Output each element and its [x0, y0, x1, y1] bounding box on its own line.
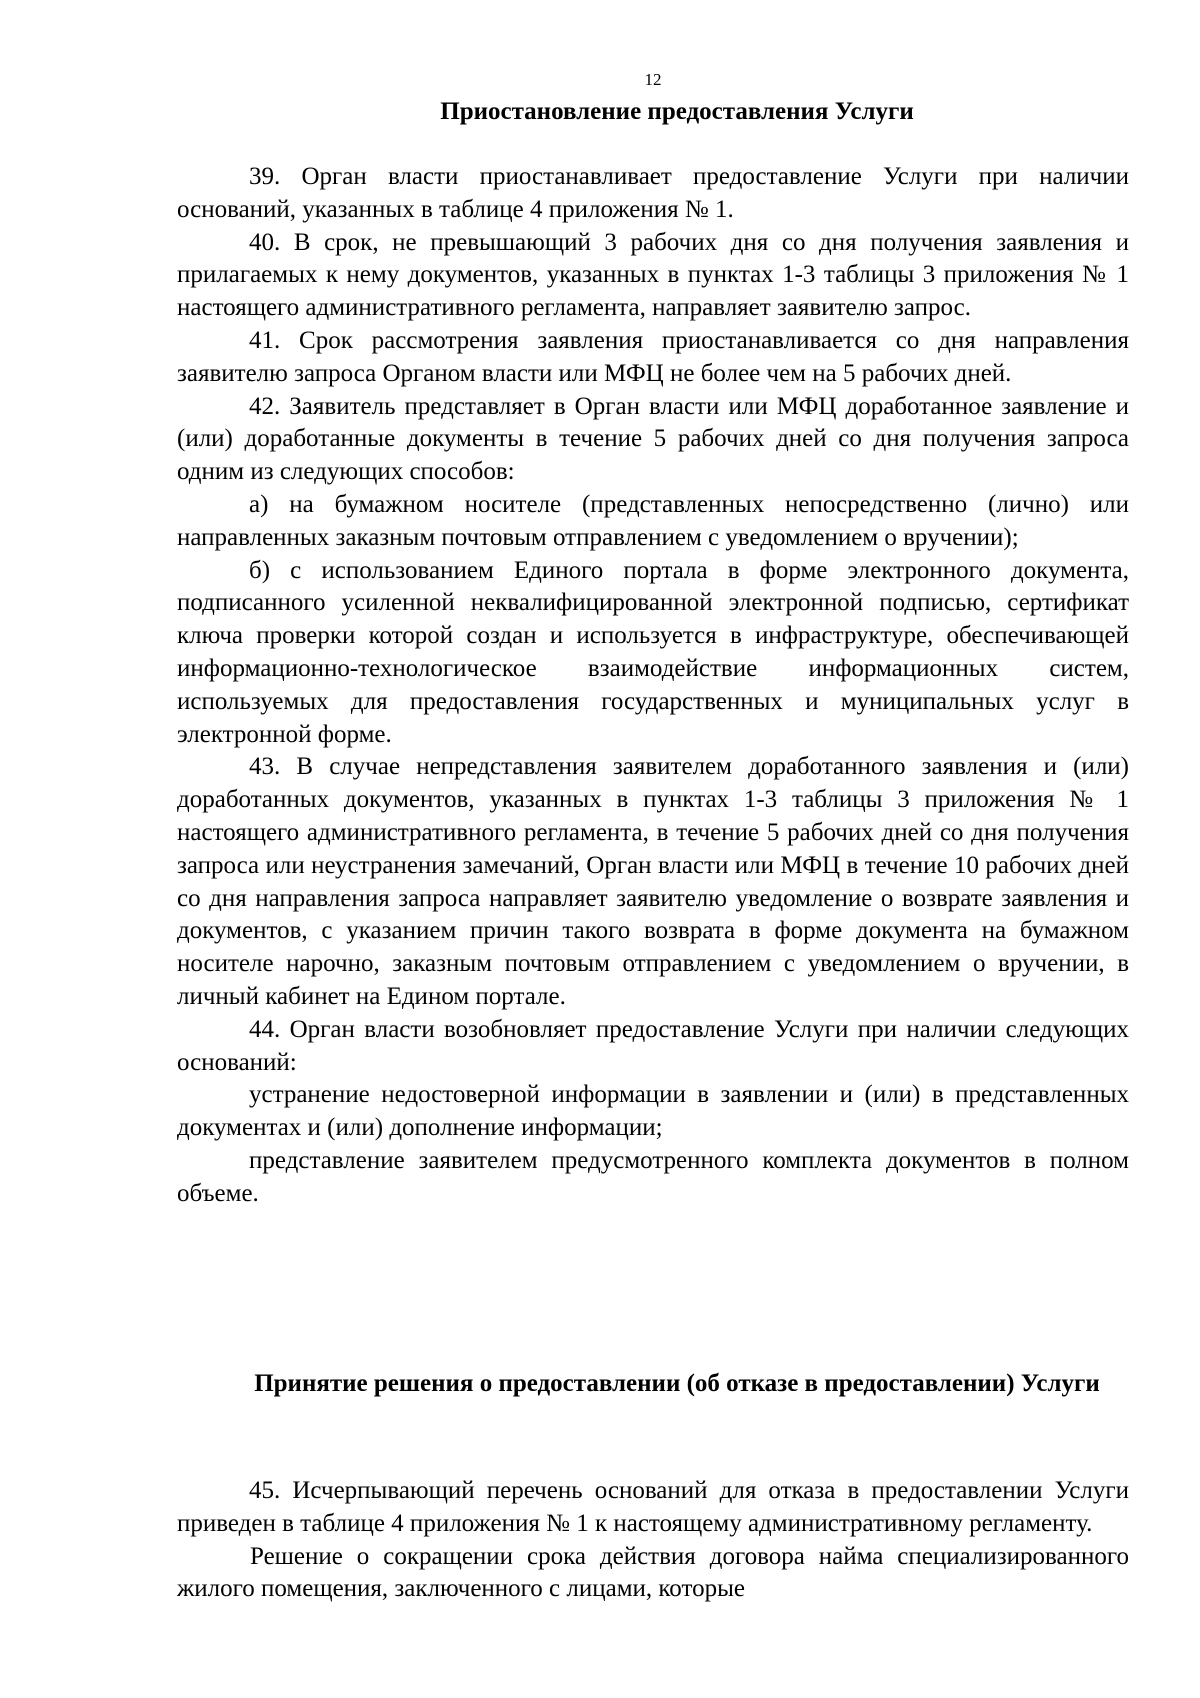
- paragraph-40: 40. В срок, не превышающий 3 рабочих дня со дня получения заявления и прилагаемых к нему документов, указанных в пунктах 1-3 таблицы 3 приложения № 1 настоящего административного регламента, направляет заявителю запрос.: [177, 228, 1129, 322]
- section-heading-suspension: Приостановление предоставления Услуги: [440, 98, 914, 125]
- page-number: 12: [644, 70, 662, 89]
- section-body-suspension: [177, 161, 1129, 1211]
- paragraph-44: 44. Орган власти возобновляет предоставление Услуги при наличии следующих оснований:: [177, 1015, 1129, 1076]
- paragraph-44-ground-1: устранение недостоверной информации в заявлении и (или) в представленных документах и (или) дополнение информации;: [177, 1081, 1129, 1142]
- paragraph-44-ground-2: представление заявителем предусмотренного комплекта документов в полном объеме.: [177, 1146, 1129, 1207]
- section-heading-decision: Принятие решения о предоставлении (об отказе в предоставлении) Услуги: [254, 1370, 1100, 1397]
- paragraph-42-b: б) с использованием Единого портала в форме электронного документа, подписанного усиленной неквалифицированной электронной подписью, сертификат ключа проверки которой создан и используется в инфраструктуре, обеспечивающей информационно-технологическое взаимодействие информационных систем, используемых для предоставления государственных и муниципальных услуг в электронной форме.: [177, 556, 1129, 748]
- paragraph-45: 45. Исчерпывающий перечень оснований для отказа в предоставлении Услуги приведен в таблице 4 приложения № 1 к настоящему административному регламенту.: [177, 1477, 1129, 1537]
- paragraph-39: 39. Орган власти приостанавливает предоставление Услуги при наличии оснований, указанных в таблице 4 приложения № 1.: [177, 163, 1129, 223]
- paragraph-42-a: а) на бумажном носителе (представленных непосредственно (лично) или направленных заказным почтовым отправлением с уведомлением о вручении);: [177, 490, 1129, 551]
- section-body-decision: [177, 1475, 1129, 1606]
- paragraph-decision-term: Решение о сокращении срока действия договора найма специализированного жилого помещения, заключенного с лицами, которые: [177, 1542, 1129, 1603]
- paragraph-41: 41. Срок рассмотрения заявления приостанавливается со дня направления заявителю запроса Органом власти или МФЦ не более чем на 5 рабочих дней.: [177, 326, 1129, 387]
- paragraph-42: 42. Заявитель представляет в Орган власти или МФЦ доработанное заявление и (или) доработанные документы в течение 5 рабочих дней со дня получения запроса одним из следующих способов:: [177, 392, 1129, 486]
- paragraph-43: 43. В случае непредставления заявителем доработанного заявления и (или) доработанных документов, указанных в пунктах 1-3 таблицы 3 приложения № 1 настоящего административного регламента, в течение 5 рабочих дней со дня получения запроса или неустранения замечаний, Орган власти или МФЦ в течение 10 рабочих дней со дня направления запроса направляет заявителю уведомление о возврате заявления и документов, с указанием причин такого возврата в форме документа на бумажном носителе нарочно, заказным почтовым отправлением с уведомлением о вручении, в личный кабинет на Едином портале.: [177, 753, 1129, 1010]
